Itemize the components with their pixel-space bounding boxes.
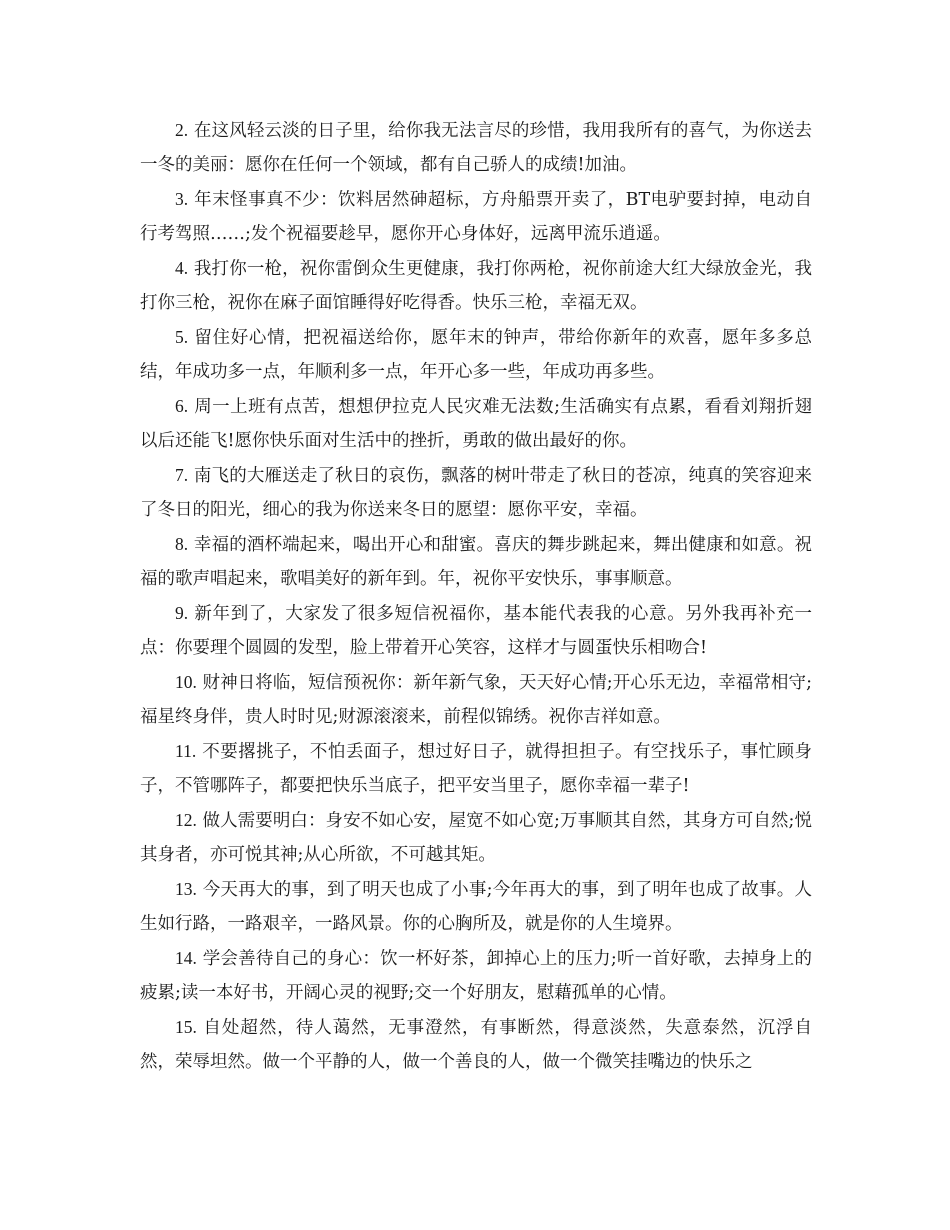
paragraph-text: 学会善待自己的身心：饮一杯好茶，卸掉心上的压力;听一首好歌，去掉身上的疲累;读一本好书，开阔心灵的视野;交一个好朋友，慰藉孤单的心情。 <box>140 949 812 1003</box>
paragraph <box>140 113 812 182</box>
paragraph-number: 4. <box>175 258 189 278</box>
paragraph-text: 幸福的酒杯端起来，喝出开心和甜蜜。喜庆的舞步跳起来，舞出健康和如意。祝福的歌声唱起来，歌唱美好的新年到。年，祝你平安快乐，事事顺意。 <box>140 535 812 589</box>
paragraph <box>140 872 812 941</box>
paragraph <box>140 1010 812 1079</box>
paragraph <box>140 251 812 320</box>
paragraph-text: 财神日将临，短信预祝你：新年新气象，天天好心情;开心乐无边，幸福常相守;福星终身伴，贵人时时见;财源滚滚来，前程似锦绣。祝你吉祥如意。 <box>140 673 812 727</box>
paragraph-text: 留住好心情，把祝福送给你，愿年末的钟声，带给你新年的欢喜，愿年多多总结，年成功多一点，年顺利多一点，年开心多一些，年成功再多些。 <box>140 328 812 382</box>
paragraph-number: 11. <box>175 741 197 761</box>
paragraph-number: 14. <box>175 948 197 968</box>
paragraph-text: 南飞的大雁送走了秋日的哀伤，飘落的树叶带走了秋日的苍凉，纯真的笑容迎来了冬日的阳光，细心的我为你送来冬日的愿望：愿你平安，幸福。 <box>140 466 812 520</box>
paragraph <box>140 182 812 251</box>
paragraph <box>140 596 812 665</box>
paragraph <box>140 941 812 1010</box>
paragraph <box>140 665 812 734</box>
paragraph-number: 12. <box>175 810 197 830</box>
paragraph-number: 7. <box>175 465 189 485</box>
paragraph-number: 6. <box>175 396 189 416</box>
paragraph-text: 在这风轻云淡的日子里，给你我无法言尽的珍惜，我用我所有的喜气，为你送去一冬的美丽：愿你在任何一个领域，都有自己骄人的成绩!加油。 <box>140 121 812 175</box>
paragraph <box>140 458 812 527</box>
paragraph <box>140 734 812 803</box>
paragraph-text: 自处超然，待人蔼然，无事澄然，有事断然，得意淡然，失意泰然，沉浮自然，荣辱坦然。做一个平静的人，做一个善良的人，做一个微笑挂嘴边的快乐之 <box>140 1018 812 1072</box>
paragraph-number: 15. <box>175 1017 197 1037</box>
paragraph-number: 8. <box>175 534 189 554</box>
paragraph-number: 2. <box>175 120 189 140</box>
paragraph-text: 我打你一枪，祝你雷倒众生更健康，我打你两枪，祝你前途大红大绿放金光，我打你三枪，祝你在麻子面馆睡得好吃得香。快乐三枪，幸福无双。 <box>140 259 812 313</box>
paragraph <box>140 527 812 596</box>
paragraph-number: 10. <box>175 672 197 692</box>
paragraph-text: 周一上班有点苦，想想伊拉克人民灾难无法数;生活确实有点累，看看刘翔折翅以后还能飞!愿你快乐面对生活中的挫折，勇敢的做出最好的你。 <box>140 397 812 451</box>
paragraph-number: 5. <box>175 327 189 347</box>
paragraph-number: 3. <box>175 189 189 209</box>
paragraph-text: 年末怪事真不少：饮料居然砷超标，方舟船票开卖了，BT电驴要封掉，电动自行考驾照……;发个祝福要趁早，愿你开心身体好，远离甲流乐逍遥。 <box>140 190 812 244</box>
paragraph-number: 13. <box>175 879 197 899</box>
paragraph-text: 新年到了，大家发了很多短信祝福你，基本能代表我的心意。另外我再补充一点：你要理个圆圆的发型，脸上带着开心笑容，这样才与圆蛋快乐相吻合! <box>140 604 812 658</box>
paragraph-text: 做人需要明白：身安不如心安，屋宽不如心宽;万事顺其自然，其身方可自然;悦其身者，亦可悦其神;从心所欲，不可越其矩。 <box>140 811 812 865</box>
document-body <box>140 113 812 1079</box>
paragraph <box>140 320 812 389</box>
paragraph-text: 今天再大的事，到了明天也成了小事;今年再大的事，到了明年也成了故事。人生如行路，一路艰辛，一路风景。你的心胸所及，就是你的人生境界。 <box>140 880 812 934</box>
paragraph-text: 不要撂挑子，不怕丢面子，想过好日子，就得担担子。有空找乐子，事忙顾身子，不管哪阵子，都要把快乐当底子，把平安当里子，愿你幸福一辈子! <box>140 742 812 796</box>
paragraph-number: 9. <box>175 603 189 623</box>
paragraph <box>140 389 812 458</box>
paragraph <box>140 803 812 872</box>
